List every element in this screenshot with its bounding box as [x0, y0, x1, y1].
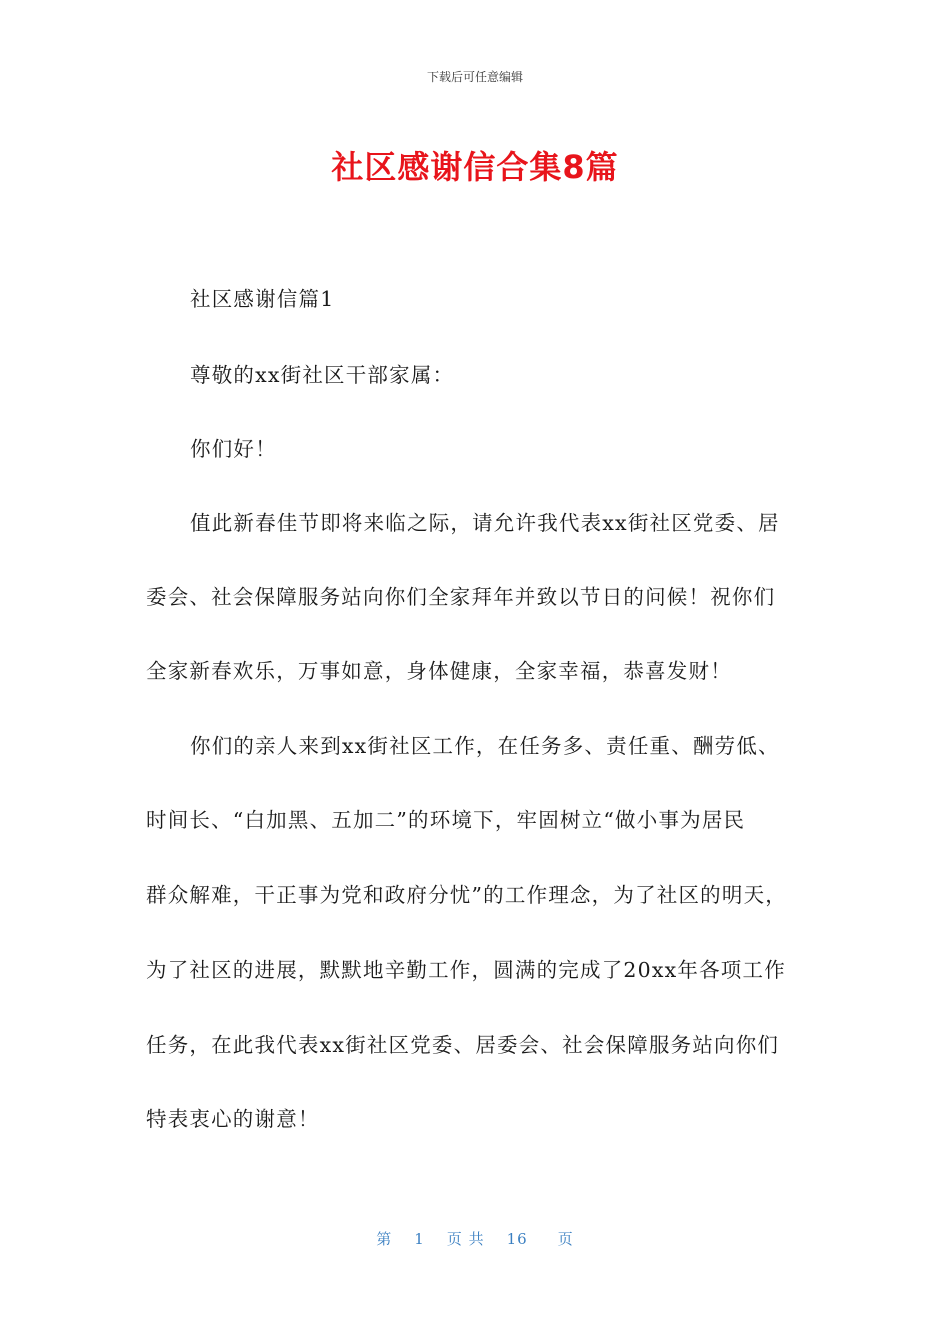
salutation: 尊敬的xx街社区干部家属： — [190, 363, 455, 387]
section-heading: 社区感谢信篇1 — [190, 287, 335, 311]
document-title: 社区感谢信合集8篇 — [331, 148, 619, 186]
footer-of-label: 页 共 — [446, 1230, 485, 1248]
footer-page-number: 1 — [414, 1230, 425, 1248]
footer-page-label: 第 — [376, 1230, 393, 1248]
paragraph-line: 委会、社会保障服务站向你们全家拜年并致以节日的问候！祝你们 — [146, 585, 776, 609]
paragraph-line: 任务，在此我代表xx街社区党委、居委会、社会保障服务站向你们 — [146, 1033, 780, 1057]
greeting: 你们好！ — [190, 437, 277, 461]
header-note: 下载后可任意编辑 — [426, 70, 523, 84]
page-footer — [0, 1228, 950, 1249]
paragraph-line: 群众解难，干正事为党和政府分忧”的工作理念，为了社区的明天， — [146, 883, 787, 907]
paragraph-line: 全家新春欢乐，万事如意，身体健康，全家幸福，恭喜发财！ — [146, 659, 732, 683]
footer-page-suffix: 页 — [557, 1230, 574, 1248]
footer-total-pages: 16 — [506, 1230, 528, 1248]
paragraph-line: 你们的亲人来到xx街社区工作，在任务多、责任重、酬劳低、 — [190, 734, 780, 758]
paragraph-line: 值此新春佳节即将来临之际，请允许我代表xx街社区党委、居 — [190, 511, 780, 535]
paragraph-line: 为了社区的进展，默默地辛勤工作，圆满的完成了20xx年各项工作 — [146, 958, 786, 982]
paragraph-line: 时间长、“白加黑、五加二”的环境下，牢固树立“做小事为居民 — [146, 808, 746, 832]
paragraph-line: 特表衷心的谢意！ — [146, 1107, 320, 1131]
